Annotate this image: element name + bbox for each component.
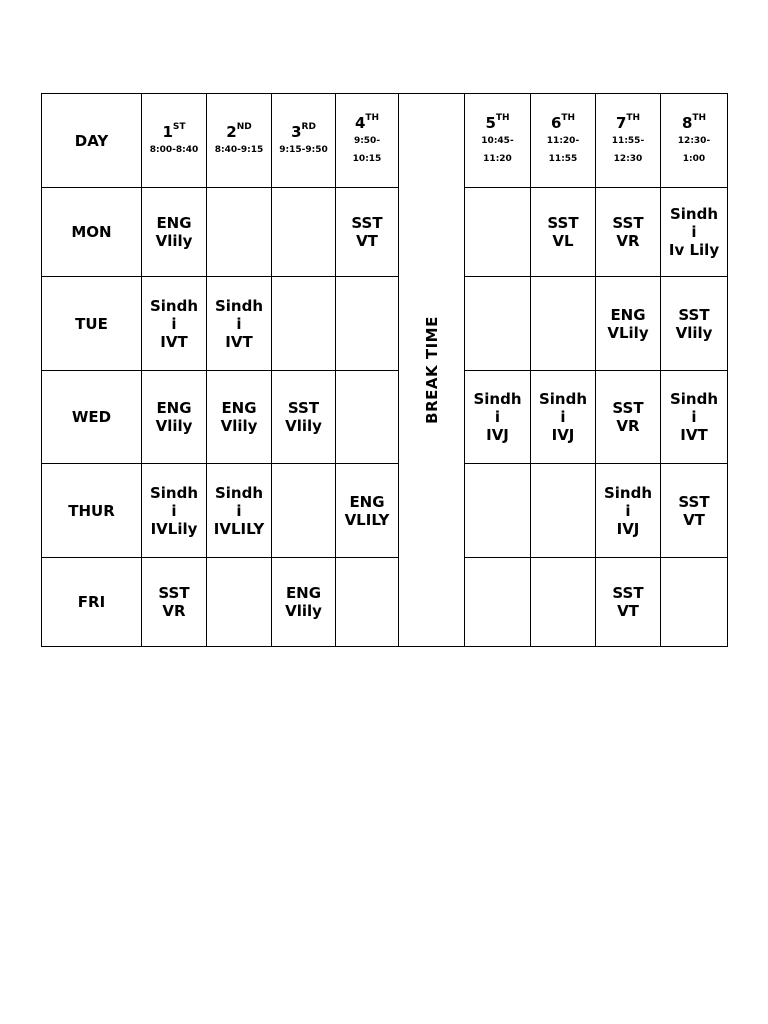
class-cell: SST Vlily xyxy=(272,371,336,464)
class-cell xyxy=(336,558,399,647)
period-suffix: TH xyxy=(561,113,576,123)
period-header-2 xyxy=(207,94,272,188)
class-cell xyxy=(531,464,596,558)
class-cell: Sindh i IVJ xyxy=(531,371,596,464)
class-cell: SST VR xyxy=(142,558,207,647)
period-time: 9:50-10:15 xyxy=(352,136,382,164)
period-time: 12:30-1:00 xyxy=(677,136,711,164)
class-cell: Sindh i Iv Lily xyxy=(661,188,728,277)
class-cell xyxy=(531,558,596,647)
period-header-3 xyxy=(272,94,336,188)
class-cell: SST VR xyxy=(596,188,661,277)
period-number: 2 xyxy=(226,123,237,141)
day-label: FRI xyxy=(42,558,142,647)
period-suffix: TH xyxy=(626,113,641,123)
class-cell xyxy=(465,188,531,277)
class-cell: ENG Vlily xyxy=(272,558,336,647)
day-label: WED xyxy=(42,371,142,464)
period-suffix: TH xyxy=(692,113,707,123)
class-cell xyxy=(531,277,596,371)
period-number: 8 xyxy=(681,114,693,132)
class-cell: SST Vlily xyxy=(661,277,728,371)
row-mon xyxy=(42,188,728,277)
class-cell: SST VL xyxy=(531,188,596,277)
row-wed xyxy=(42,371,728,464)
period-time: 8:40-9:15 xyxy=(214,145,264,155)
class-cell xyxy=(207,558,272,647)
class-cell: ENG Vlily xyxy=(142,188,207,277)
class-cell xyxy=(661,558,728,647)
period-number: 3 xyxy=(291,123,302,141)
timetable xyxy=(41,93,728,647)
class-cell xyxy=(272,188,336,277)
period-suffix: ND xyxy=(236,122,252,132)
class-cell: Sindh i IVJ xyxy=(596,464,661,558)
period-header-1 xyxy=(142,94,207,188)
class-cell: Sindh i IVLILY xyxy=(207,464,272,558)
class-cell xyxy=(336,277,399,371)
period-time: 8:00-8:40 xyxy=(149,145,199,155)
class-cell: SST VR xyxy=(596,371,661,464)
class-cell: Sindh i IVJ xyxy=(465,371,531,464)
period-header-8 xyxy=(661,94,728,188)
period-time: 11:20-11:55 xyxy=(546,136,580,164)
class-cell: ENG VLILY xyxy=(336,464,399,558)
class-cell: Sindh i IVT xyxy=(661,371,728,464)
class-cell: ENG Vlily xyxy=(142,371,207,464)
class-cell: SST VT xyxy=(336,188,399,277)
class-cell xyxy=(272,277,336,371)
row-thur xyxy=(42,464,728,558)
break-time-label: BREAK TIME xyxy=(422,316,441,424)
day-header: DAY xyxy=(42,94,142,188)
class-cell: Sindh i IVLily xyxy=(142,464,207,558)
class-cell: ENG Vlily xyxy=(207,371,272,464)
period-number: 5 xyxy=(485,114,496,132)
class-cell: SST VT xyxy=(596,558,661,647)
class-cell xyxy=(336,371,399,464)
row-tue xyxy=(42,277,728,371)
header-row xyxy=(42,94,728,188)
class-cell xyxy=(207,188,272,277)
class-cell xyxy=(465,558,531,647)
period-header-4 xyxy=(336,94,399,188)
period-time: 9:15-9:50 xyxy=(279,145,328,155)
period-header-6 xyxy=(531,94,596,188)
day-label: THUR xyxy=(42,464,142,558)
class-cell xyxy=(272,464,336,558)
class-cell: Sindh i IVT xyxy=(142,277,207,371)
period-number: 7 xyxy=(615,114,627,132)
day-label: TUE xyxy=(42,277,142,371)
period-suffix: TH xyxy=(365,113,380,123)
period-time: 11:55-12:30 xyxy=(611,136,645,164)
row-fri xyxy=(42,558,728,647)
period-number: 1 xyxy=(162,123,173,141)
period-time: 10:45-11:20 xyxy=(481,136,514,164)
period-suffix: ST xyxy=(172,122,186,132)
break-time-column xyxy=(399,94,465,647)
period-number: 4 xyxy=(354,114,366,132)
class-cell xyxy=(465,464,531,558)
period-header-7 xyxy=(596,94,661,188)
period-suffix: TH xyxy=(495,113,510,123)
period-suffix: RD xyxy=(301,122,316,132)
class-cell: SST VT xyxy=(661,464,728,558)
class-cell: Sindh i IVT xyxy=(207,277,272,371)
day-label: MON xyxy=(42,188,142,277)
class-cell xyxy=(465,277,531,371)
class-cell: ENG VLily xyxy=(596,277,661,371)
period-number: 6 xyxy=(550,114,562,132)
period-header-5 xyxy=(465,94,531,188)
